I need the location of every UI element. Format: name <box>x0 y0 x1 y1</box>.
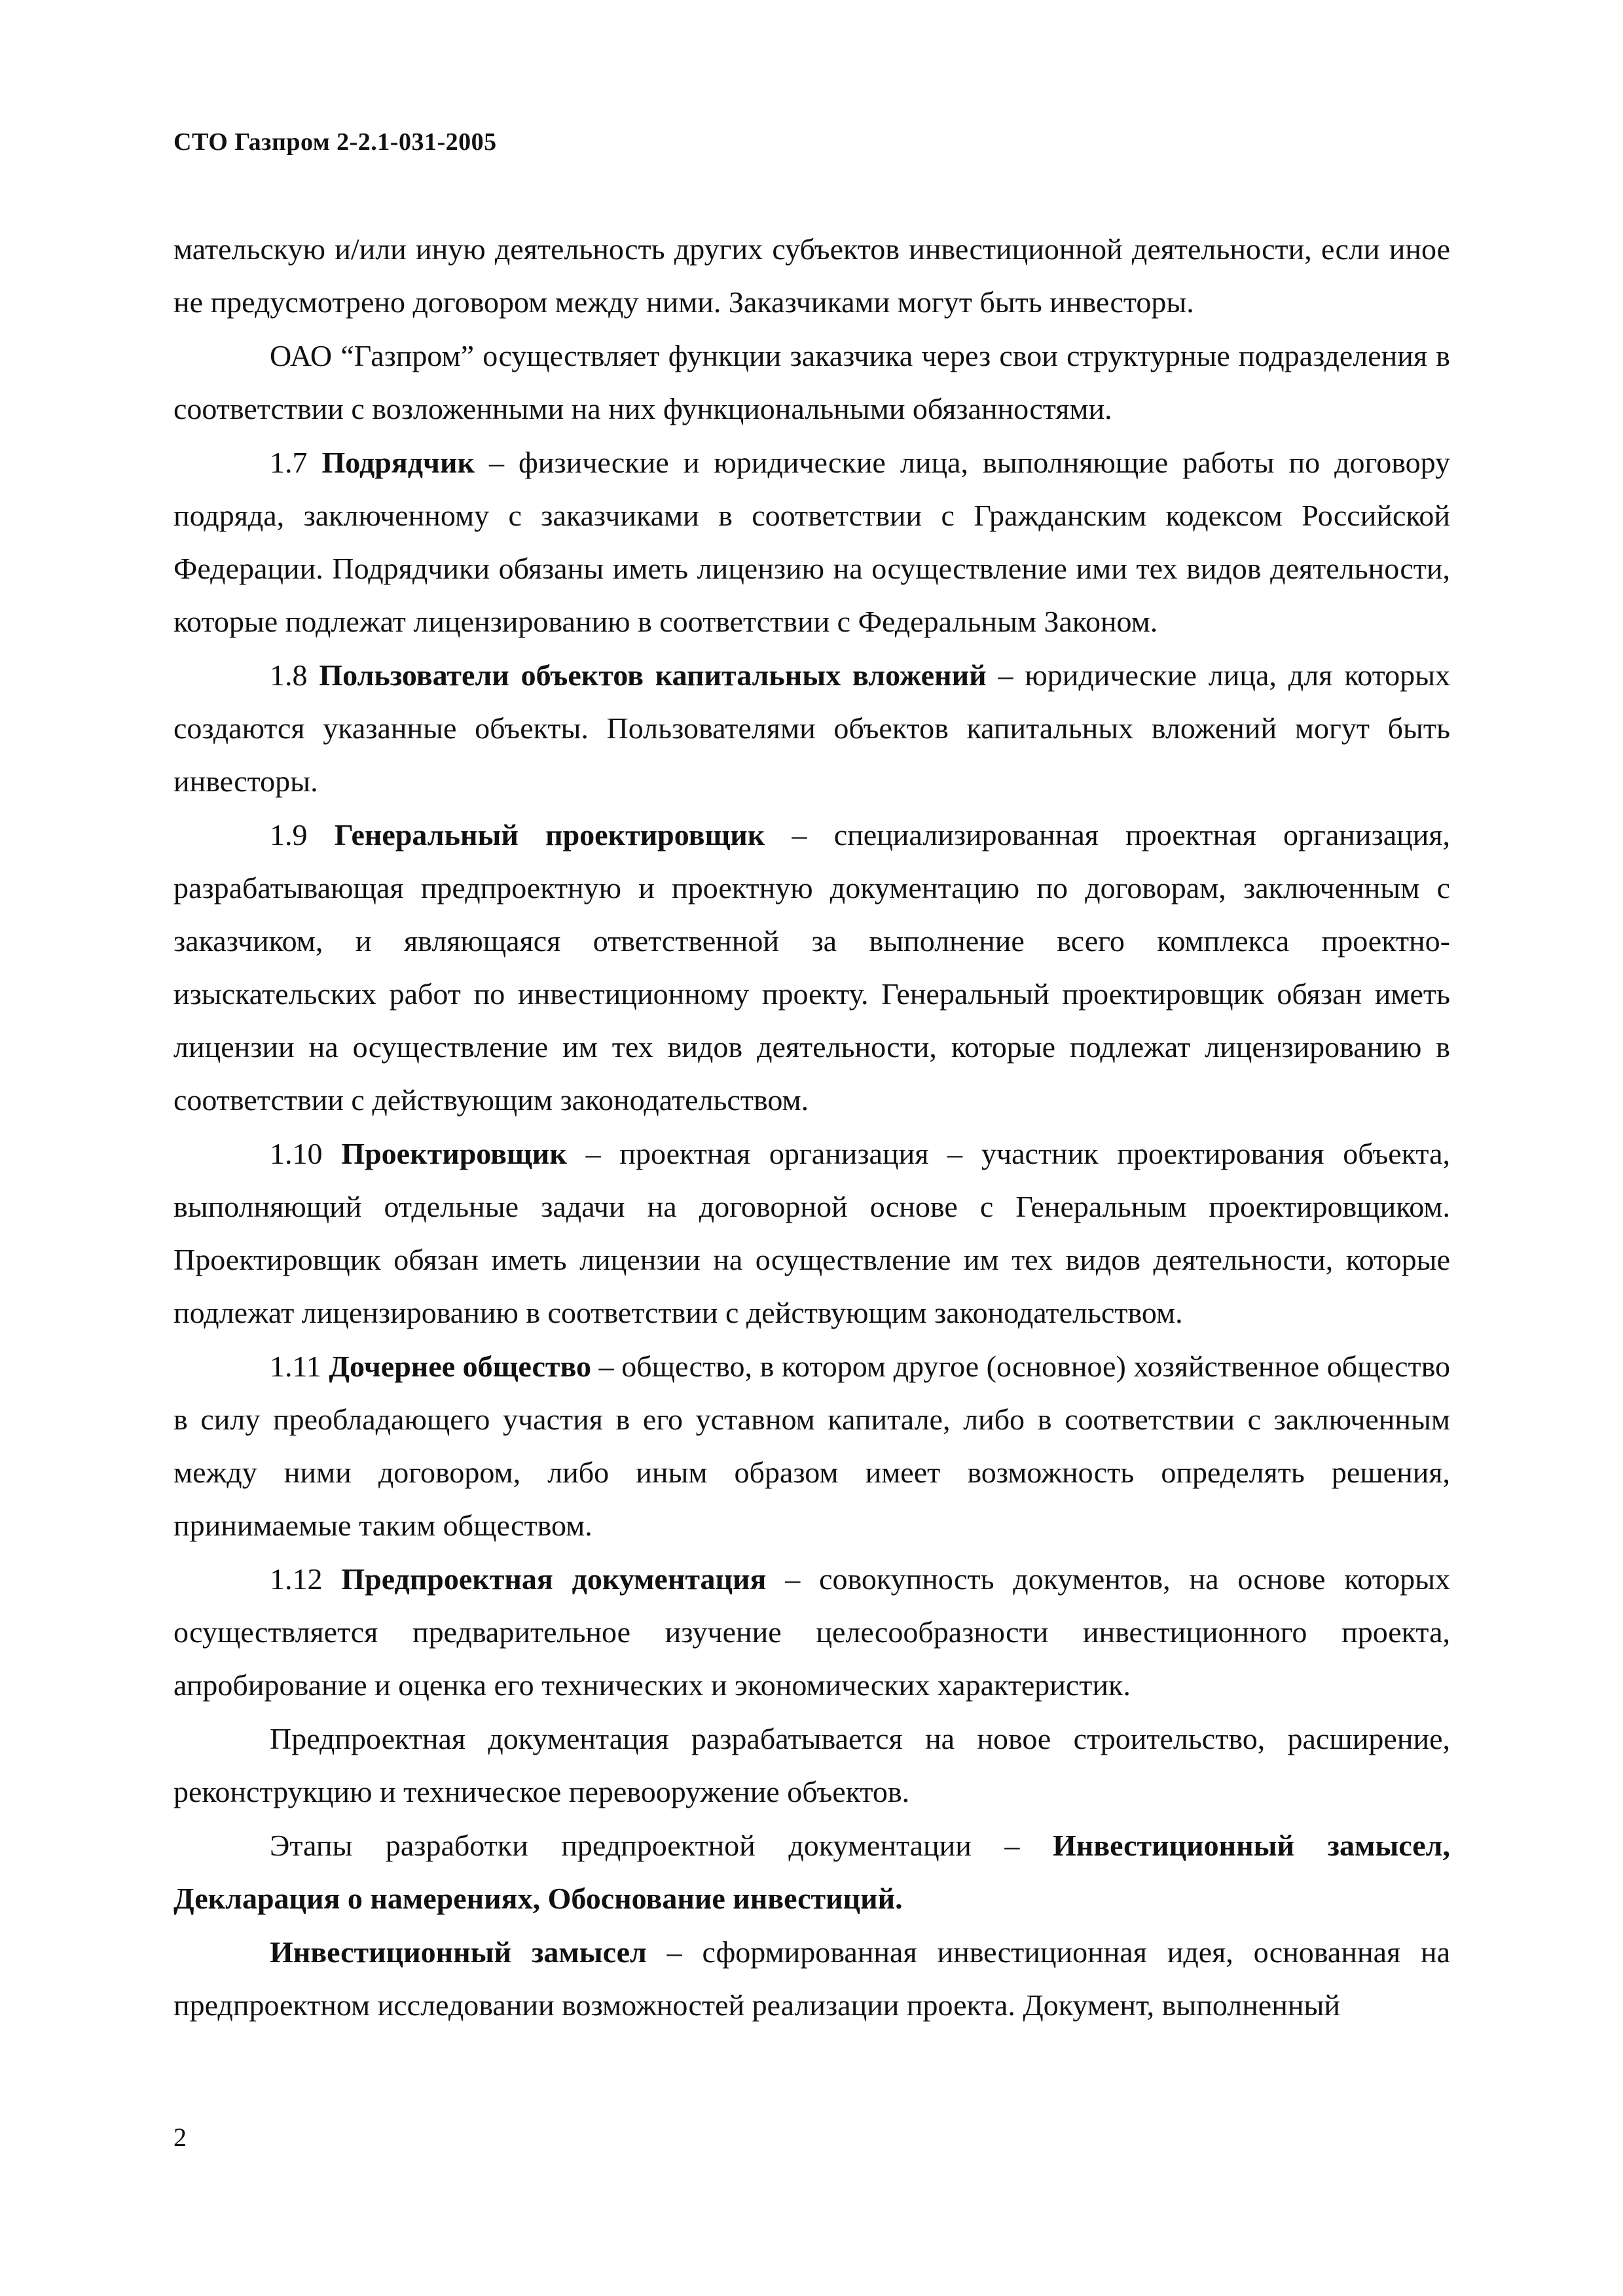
defined-term: Генеральный проектировщик <box>334 818 765 852</box>
clause-number: 1.7 <box>270 446 308 479</box>
definition-text: – общество, в котором другое (основное) хозяйственное общество в силу преобладающего участия в его уставном капитале, либо в соответствии с заключенным между ними договором, либо иным образом имеет возможность определять решения, принимаемые таким обществом. <box>173 1350 1451 1542</box>
defined-term: Подрядчик <box>321 446 475 479</box>
paragraph-continuation <box>173 223 1450 329</box>
defined-term: Предпроектная документация <box>341 1562 767 1596</box>
paragraph-customer-functions <box>173 329 1450 435</box>
defined-term: Дочернее общество <box>329 1350 592 1383</box>
definition-investment-idea <box>173 1926 1450 2032</box>
definition-text: – специализированная проектная организация, разрабатывающая предпроектную и проектную документацию по договорам, заключенным с заказчиком, и являющаяся ответственной за выполнение всего комплекса проектно-изыскательских работ по инвестиционному проекту. Генеральный проектировщик обязан иметь лицензии на осуществление им тех видов деятельности, которые подлежат лицензированию в соответствии с действующим законодательством. <box>173 818 1451 1117</box>
document-body <box>173 223 1450 2032</box>
page-number: 2 <box>173 2123 187 2152</box>
definition-text: – совокупность документов, на основе которых осуществляется предварительное изучение целесообразности инвестиционного проекта, апробирование и оценка его технических и экономических характеристик. <box>173 1562 1450 1702</box>
definition-preproject-docs <box>173 1552 1450 1712</box>
paragraph-text: Предпроектная документация разрабатывается на новое строительство, расширение, реконструкцию и техническое перевооружение объектов. <box>173 1722 1450 1808</box>
paragraph-preproject-stages <box>173 1819 1450 1925</box>
definition-text: – проектная организация – участник проектирования объекта, выполняющий отдельные задачи на договорной основе с Генеральным проектировщиком. Проектировщик обязан иметь лицензии на осуществление им тех видов деятельности, которые подлежат лицензированию в соответствии с действующим законодательством. <box>173 1137 1450 1329</box>
clause-number: 1.9 <box>270 818 308 852</box>
document-code-header: СТО Газпром 2-2.1-031-2005 <box>173 128 497 156</box>
stage-names: Инвестиционный замысел, Декларация о намерениях, Обоснование инвестиций. <box>173 1829 1450 1915</box>
definition-users <box>173 649 1450 808</box>
definition-text: – юридические лица, для которых создаются указанные объекты. Пользователями объектов капитальных вложений могут быть инвесторы. <box>173 658 1451 798</box>
defined-term: Пользователи объектов капитальных вложений <box>319 658 987 692</box>
definition-general-designer <box>173 808 1450 1126</box>
definition-subsidiary <box>173 1340 1450 1552</box>
paragraph-text: Этапы разработки предпроектной документации – <box>270 1829 1053 1862</box>
clause-number: 1.8 <box>270 658 308 692</box>
clause-number: 1.11 <box>270 1350 321 1383</box>
defined-term: Инвестиционный замысел <box>270 1935 647 1969</box>
clause-number: 1.10 <box>270 1137 323 1170</box>
paragraph-text: мательскую и/или иную деятельность других субъектов инвестиционной деятельности, если иное не предусмотрено договором между ними. Заказчиками могут быть инвесторы. <box>173 232 1450 319</box>
definition-text: – физические и юридические лица, выполняющие работы по договору подряда, заключенному с заказчиками в соответствии с Гражданским кодексом Российской Федерации. Подрядчики обязаны иметь лицензию на осуществление ими тех видов деятельности, которые подлежат лицензированию в соответствии с Федеральным Законом. <box>173 446 1451 638</box>
definition-designer <box>173 1127 1450 1339</box>
definition-text: – сформированная инвестиционная идея, основанная на предпроектном исследовании возможностей реализации проекта. Документ, выполненный <box>173 1935 1451 2022</box>
defined-term: Проектировщик <box>341 1137 567 1170</box>
definition-contractor <box>173 436 1450 648</box>
paragraph-preproject-scope <box>173 1712 1450 1818</box>
paragraph-text: ОАО “Газпром” осуществляет функции заказчика через свои структурные подразделения в соответствии с возложенными на них функциональными обязанностями. <box>173 339 1450 425</box>
clause-number: 1.12 <box>270 1562 323 1596</box>
